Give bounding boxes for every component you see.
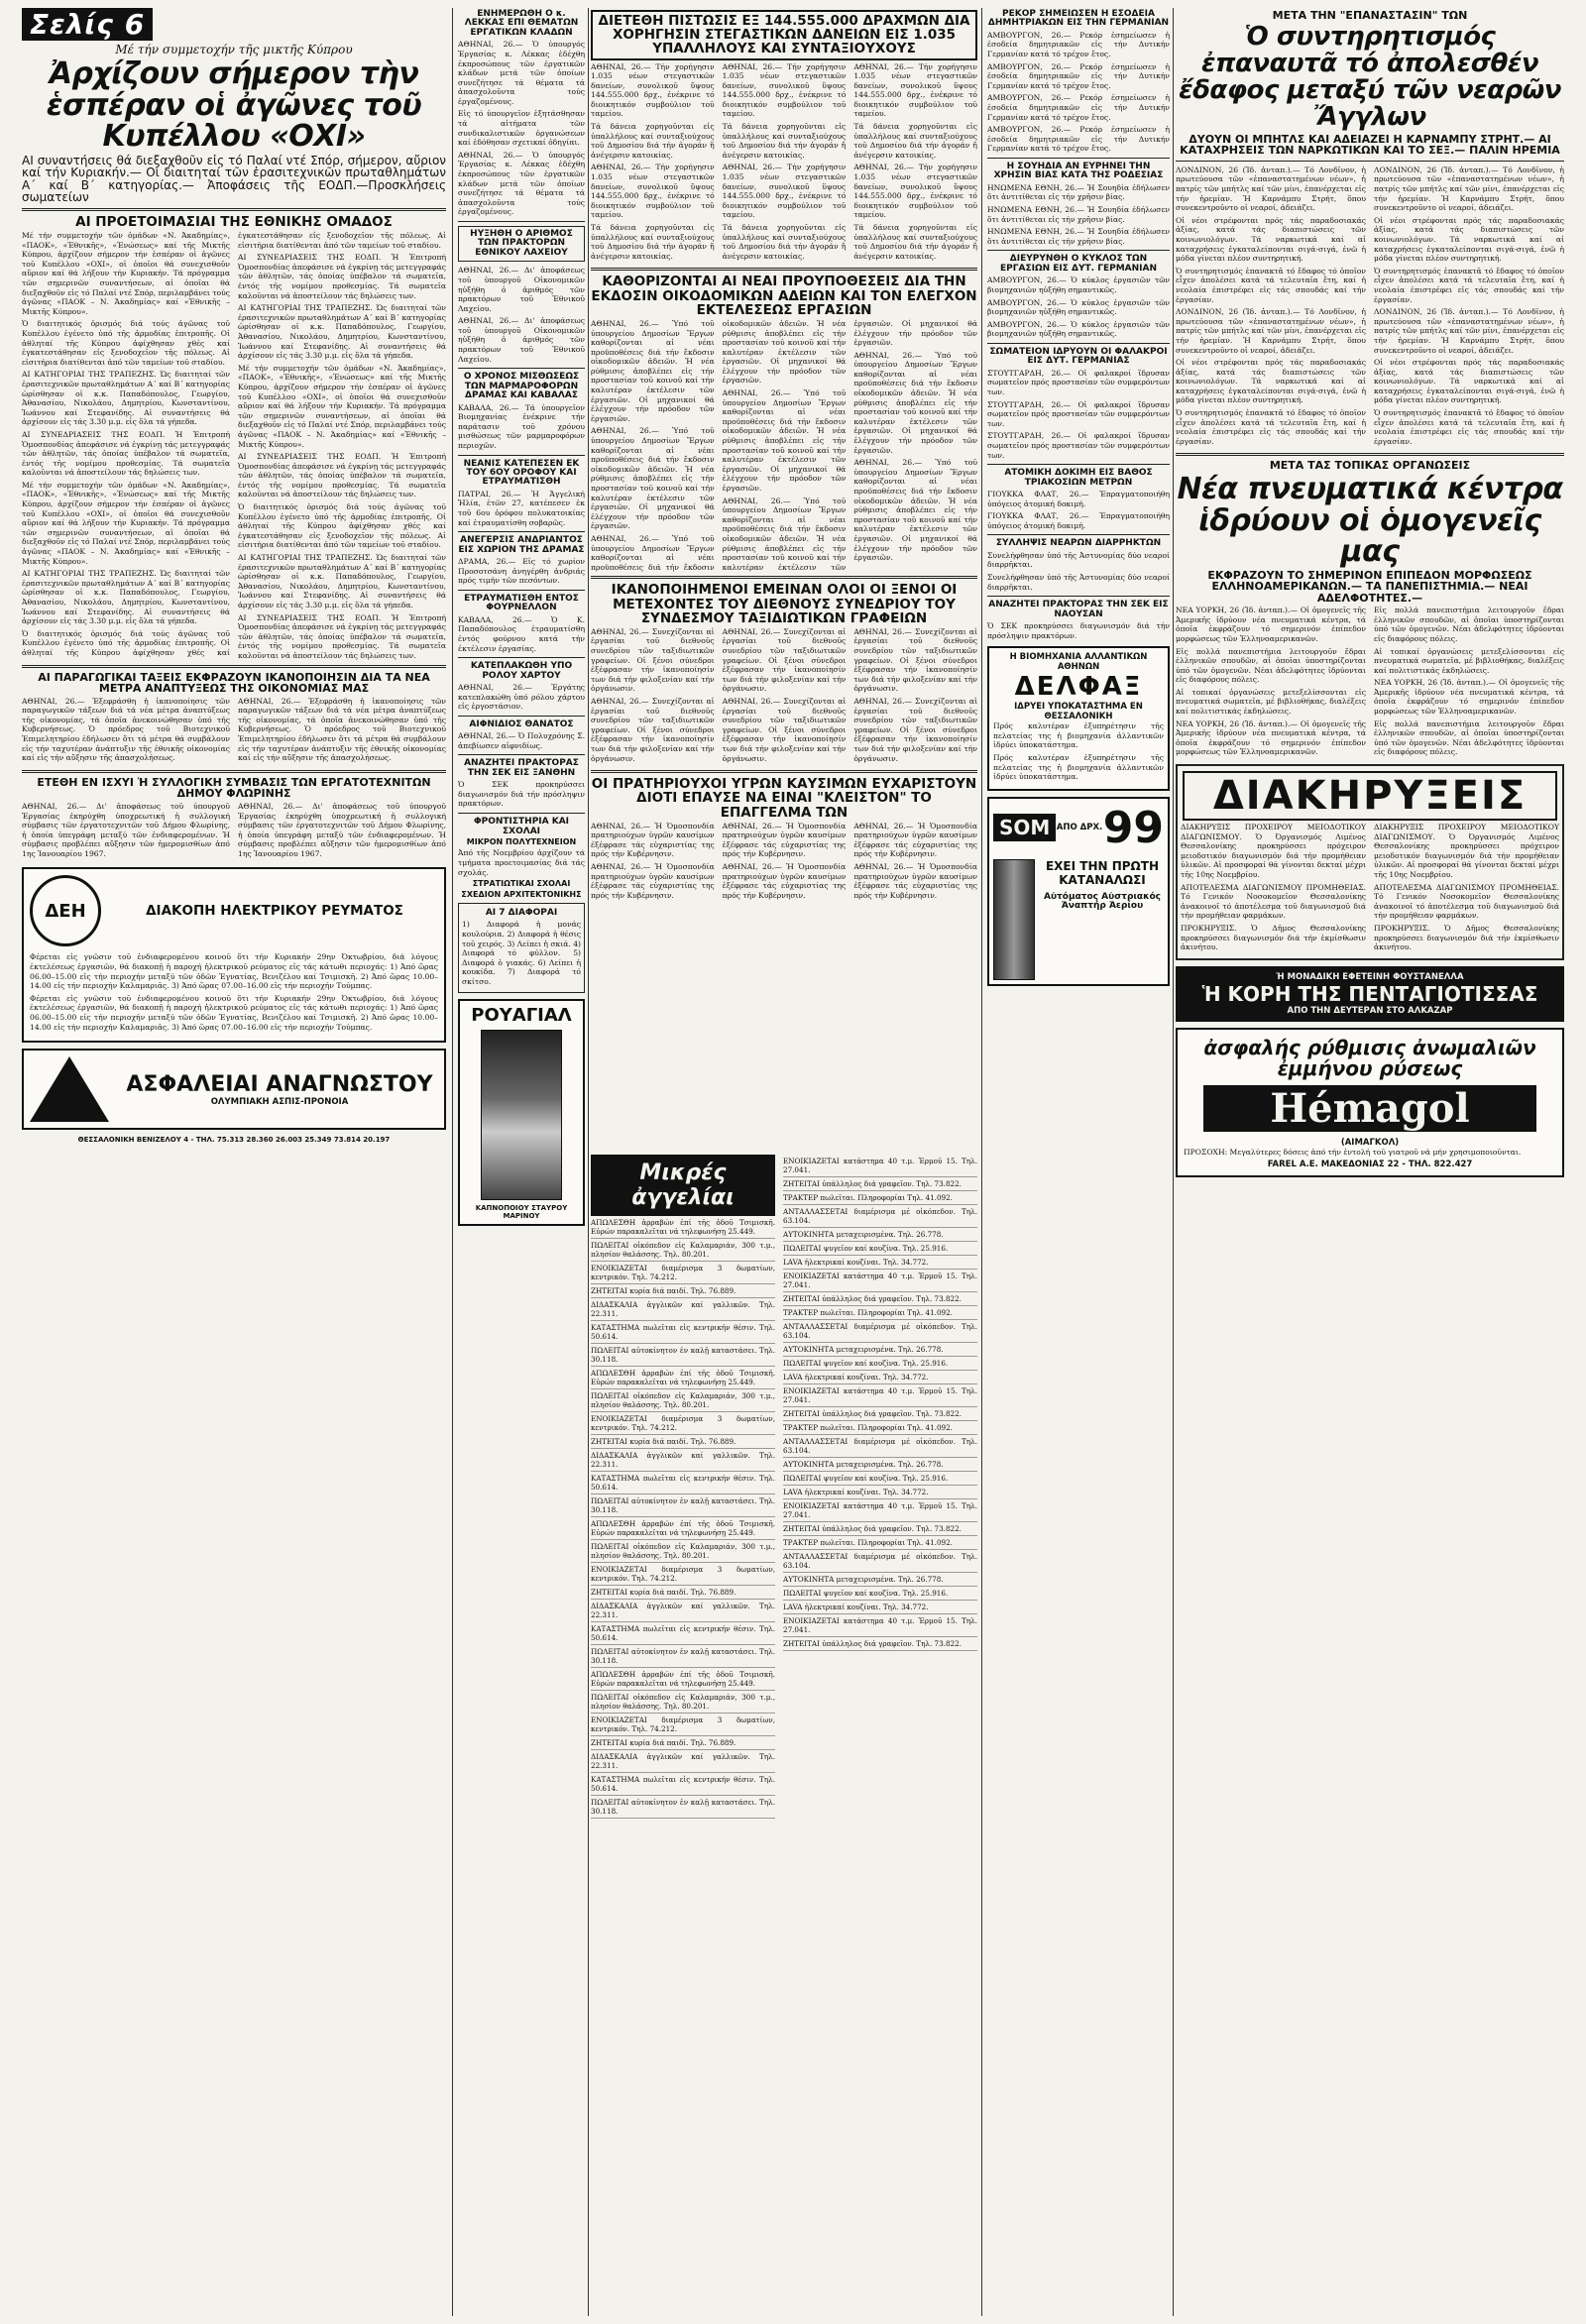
classified-item: ΑΥΤΟΚΙΝΗΤΑ μεταχειρισμένα. Τηλ. 26.778. [783, 1343, 977, 1357]
hemagol-lead: ἀσφαλής ρύθμισις ἀνωμαλιῶν ἐμμήνου ρύσεως [1203, 1035, 1536, 1080]
notice-paragraph: ΔΙΑΚΗΡΥΞΙΣ ΠΡΟΧΕΙΡΟΥ ΜΕΙΟΔΟΤΙΚΟΥ ΔΙΑΓΩΝΙΣΜΟΥ. Ὁ Ὀργανισμός Λιμένος Θεσσαλονίκης προκηρύσσει πρόχειρον μειοδοτικόν διαγωνισμόν διά τήν προμήθειαν ὑλικῶν. Αἱ προσφοραί θά γίνονται δεκταί μέχρι τῆς 10ης Νοεμβρίου. [1374, 823, 1559, 880]
classified-item: ΖΗΤΕΙΤΑΙ ὑπάλληλος διά γραφεῖον. Τηλ. 73.822. [783, 1637, 977, 1651]
classified-item: ΤΡΑΚΤΕΡ πωλεῖται. Πληροφορίαι Τηλ. 41.092. [783, 1421, 977, 1435]
article-paragraph: ΑΘΗΝΑΙ, 26.— Ὁ Πολυχρόνης Σ. ἀπεβίωσεν αἰφνιδίως. [458, 731, 585, 750]
som-brand: SOM [993, 814, 1056, 841]
article-paragraph: ΑΘΗΝΑΙ, 26.— Ὑπό τοῦ ὑπουργείου Δημοσίων Ἔργων καθορίζονται αἱ νέαι προϋποθέσεις διά τήν ἔκδοσιν οἰκοδομικῶν ἀδειῶν. Ἡ νέα ρύθμισις ἀποβλέπει εἰς τήν προστασίαν τοῦ κοινοῦ καί τήν καλυτέραν ἐκτέλεσιν τῶν ἐργασιῶν. Οἱ μηχανικοί θά ἐλέγχουν τήν πρόοδον τῶν ἐργασιῶν. [591, 318, 847, 572]
classified-item: ΕΝΟΙΚΙΑΖΕΤΑΙ κατάστημα 40 τ.μ. Ἐρμοῦ 15. Τηλ. 27.041. [783, 1155, 977, 1177]
article-paragraph: Εἰς πολλά πανεπιστήμια λειτουργοῦν ἕδραι ἑλληνικῶν σπουδῶν, αἱ ὁποῖαι ὑποστηρίζονται ὑπό τῶν ὁμογενῶν. Νέαι ἀδελφότητες ἱδρύονται εἰς διαφόρους πόλεις. [1176, 646, 1366, 685]
article-paragraph: ΑΘΗΝΑΙ, 26.— Τήν χορήγησιν 1.035 νέων στεγαστικῶν δανείων, συνολικοῦ ὕψους 144.555.000 δρχ., ἐνέκρινε τό διοικητικόν συμβούλιον τοῦ ταμείου. [591, 61, 715, 119]
article-paragraph: ΑΘΗΝΑΙ, 26.— Ὁ ὑπουργός Ἐργασίας κ. Λέκκας ἐδέχθη ἐκπροσώπους τῶν ἐργατικῶν κλάδων μετά τῶν ὁποίων συνεζήτησε τά θέματα τά ἀπασχολοῦντα τούς ἐργαζομένους. [458, 150, 585, 217]
agents-headline: ΗΥΞΗΘΗ Ο ΑΡΙΘΜΟΣ ΤΩΝ ΠΡΑΚΤΟΡΩΝ ΕΘΝΙΚΟΥ ΛΑΧΕΙΟΥ [458, 226, 585, 262]
article-paragraph: ΝΕΑ ΥΟΡΚΗ, 26 (Ἰδ. ἀνταπ.).— Οἱ ὁμογενεῖς τῆς Ἀμερικῆς ἱδρύουν νέα πνευματικά κέντρα, τά ὁποῖα ἐκφράζουν τό σημερινόν ἐπίπεδον μορφώσεως τῶν Ἑλληνοαμερικανῶν. [1176, 606, 1366, 643]
article-paragraph: ΑΜΒΟΥΡΓΟΝ, 26.— Ὁ κύκλος ἐργασιῶν τῶν βιομηχανιῶν ηὐξήθη σημαντικῶς. [987, 319, 1170, 339]
article-paragraph: ΑΘΗΝΑΙ, 26.— Δι' ἀποφάσεως τοῦ ὑπουργοῦ Οἰκονομικῶν ηὐξήθη ὁ ἀριθμός τῶν πρακτόρων τοῦ Ἐθνικοῦ Λαχείου. [458, 266, 585, 313]
article-paragraph: ΑΙ ΣΥΝΕΔΡΙΑΣΕΙΣ ΤΗΣ ΕΟΔΠ. Ἡ Ἐπιτροπή Ὁμοσπονδίας ἀπεφάσισε νά ἐγκρίνῃ τάς μετεγγραφάς τῶν ἀθλητῶν, τάς ὁποίας ὑπέβαλον τά σωματεῖα, ἐντός τῆς νομίμου προθεσμίας. Τά σωματεῖα καλοῦνται νά ἀποστείλουν τάς δηλώσεις των. [238, 612, 446, 660]
article-paragraph: ΑΘΗΝΑΙ, 26.— Τήν χορήγησιν 1.035 νέων στεγαστικῶν δανείων, συνολικοῦ ὕψους 144.555.000 δρχ., ἐνέκρινε τό διοικητικόν συμβούλιον τοῦ ταμείου. [853, 61, 977, 119]
article-paragraph: Αἱ τοπικαί ὀργανώσεις μετεξελίσσονται εἰς πνευματικά σωματεῖα, μέ βιβλιοθήκας, διαλέξεις καί πολιτιστικάς ἐκδηλώσεις. [1374, 646, 1564, 675]
article-paragraph: ΛΟΝΔΙΝΟΝ, 26 (Ἰδ. ἀνταπ.).— Τό Λονδῖνον, ἡ πρωτεύουσα τῶν «ἐπαναστατημένων νέων», ἡ πατρίς τῶν μπήτλς καί τῶν μίνι, ἐπανέρχεται εἰς τήν ἠρεμίαν. Ἡ Καρνάμπυ Στρήτ, ὅπου συνεκεντροῦντο οἱ νεαροί, ἀδειάζει. [1176, 307, 1366, 355]
article-paragraph: ΠΑΤΡΑΙ, 26.— Ἡ Ἀγγελική Ἠλία, ἐτῶν 27, κατέπεσεν ἐκ τοῦ 6ου ὀρόφου πολυκατοικίας καί ἐτραυματίσθη σοβαρῶς. [458, 489, 585, 527]
dei-logo: ΔΕΗ [30, 875, 101, 946]
article-paragraph: ΑΘΗΝΑΙ, 26.— Ὑπό τοῦ ὑπουργείου Δημοσίων Ἔργων καθορίζονται αἱ νέαι προϋποθέσεις διά τήν ἔκδοσιν οἰκοδομικῶν ἀδειῶν. Ἡ νέα ρύθμισις ἀποβλέπει εἰς τήν προστασίαν τοῦ κοινοῦ καί τήν καλυτέραν ἐκτέλεσιν τῶν ἐργασιῶν. Οἱ μηχανικοί θά ἐλέγχουν τήν πρόοδον τῶν ἐργασιῶν. [853, 350, 977, 455]
building-permits-headline: ΚΑΘΟΡΙΖΟΝΤΑΙ ΑΙ ΝΕΑΙ ΠΡΟΥΠΟΘΕΣΕΙΣ ΔΙΑ ΤΗΝ ΕΚΔΟΣΙΝ ΟΙΚΟΔΟΜΙΚΩΝ ΑΔΕΙΩΝ ΚΑΙ ΤΟΝ ΕΛΕΓΧΟΝ ΕΚΤΕΛΕΣΕΩΣ ΕΡΓΑΣΙΩΝ [591, 274, 977, 318]
classified-item: ΕΝΟΙΚΙΑΖΕΤΑΙ κατάστημα 40 τ.μ. Ἐρμοῦ 15. Τηλ. 27.041. [783, 1614, 977, 1637]
cup-headline: Ἀρχίζουν σήμερον τὴν ἑσπέραν οἱ ἀγῶνες τοῦ Κυπέλλου «ΟΧΙ» [46, 56, 422, 154]
article-paragraph: Οἱ νέοι στρέφονται πρός τάς παραδοσιακάς ἀξίας, κατά τάς διαπιστώσεις τῶν κοινωνιολόγων. Τά ναρκωτικά καί αἱ καταχρήσεις ἐγκαταλείπονται σιγά-σιγά, ἐνῶ ἡ μόδα γίνεται πλέον συντηρητική. [1374, 358, 1564, 405]
classified-item: ΠΩΛΕΙΤΑΙ αὐτοκίνητον ἐν καλῇ καταστάσει. Τηλ. 30.118. [591, 1645, 775, 1668]
article-paragraph: ΑΜΒΟΥΡΓΟΝ, 26.— Ρεκόρ ἐσημείωσεν ἡ ἐσοδεία δημητριακῶν εἰς τήν Δυτικήν Γερμανίαν κατά τό τρέχον ἔτος. [987, 30, 1170, 59]
article-paragraph: ΑΘΗΝΑΙ, 26.— Συνεχίζονται αἱ ἐργασίαι τοῦ διεθνοῦς συνεδρίου τῶν ταξιδιωτικῶν γραφείων. Οἱ ξένοι σύνεδροι ἐξέφρασαν τήν ἱκανοποίησίν των διά τήν φιλοξενίαν καί τήν ὀργάνωσιν. [591, 626, 715, 694]
article-paragraph: ΑΘΗΝΑΙ, 26.— Ἡ Ὁμοσπονδία πρατηριούχων ὑγρῶν καυσίμων ἐξέφρασε τάς εὐχαριστίας της πρός τήν Κυβέρνησιν. [591, 821, 715, 859]
article-paragraph: Οἱ νέοι στρέφονται πρός τάς παραδοσιακάς ἀξίας, κατά τάς διαπιστώσεις τῶν κοινωνιολόγων. Τά ναρκωτικά καί αἱ καταχρήσεις ἐγκαταλείπονται σιγά-σιγά, ἐνῶ ἡ μόδα γίνεται πλέον συντηρητική. [1176, 358, 1366, 405]
dei-title: ΔΙΑΚΟΠΗ ΗΛΕΚΤΡΙΚΟΥ ΡΕΥΜΑΤΟΣ [146, 903, 403, 920]
classified-item: ΠΩΛΕΙΤΑΙ ψυγεῖον καί κουζίνα. Τηλ. 25.916. [783, 1472, 977, 1486]
article-paragraph: ΑΘΗΝΑΙ, 26.— Ὑπό τοῦ ὑπουργείου Δημοσίων Ἔργων καθορίζονται αἱ νέαι προϋποθέσεις διά τήν ἔκδοσιν οἰκοδομικῶν ἀδειῶν. Ἡ νέα ρύθμισις ἀποβλέπει εἰς τήν προστασίαν τοῦ κοινοῦ καί τήν καλυτέραν ἐκτέλεσιν τῶν ἐργασιῶν. Οἱ μηχανικοί θά ἐλέγχουν τήν πρόοδον τῶν ἐργασιῶν. [853, 458, 977, 563]
article-paragraph: ΑΘΗΝΑΙ, 26.— Δι' ἀποφάσεως τοῦ ὑπουργοῦ Ἐργασίας ἐκηρύχθη ὑποχρεωτική ἡ συλλογική σύμβασις τῶν ἐργατοτεχνιτῶν τοῦ Δήμου Φλωρίνης, ἡ ὁποία ὑπεγράφη μεταξύ τῶν ἐνδιαφερομένων. Ἡ σύμβασις προβλέπει αὔξησιν τῶν ἡμερομισθίων ἀπό 1ης Ἰανουαρίου 1967. [238, 801, 446, 858]
classified-item: ΠΩΛΕΙΤΑΙ οἰκόπεδον εἰς Καλαμαριάν, 300 τ.μ., πλησίον θαλάσσης. Τηλ. 80.201. [591, 1389, 775, 1412]
classifieds-left [591, 1155, 775, 2316]
article-paragraph: Ὁ διαιτητικός ὁρισμός διά τούς ἀγῶνας τοῦ Κυπέλλου ἐγένετο ὑπό τῆς ἁρμοδίας ἐπιτροπῆς. Οἱ ἀθληταί τῆς Κύπρου ἀφίχθησαν χθές καί ἐγκατεστάθησαν εἰς ξενοδοχεῖον τῆς πόλεως. Αἱ εἰσιτήρια διατίθενται ἀπό τῶν ταμείων τοῦ σταδίου. [238, 502, 446, 550]
article-paragraph: Αἱ τοπικαί ὀργανώσεις μετεξελίσσονται εἰς πνευματικά σωματεῖα, μέ βιβλιοθήκας, διαλέξεις καί πολιτιστικάς ἐκδηλώσεις. [1176, 687, 1366, 717]
classified-item: ΠΩΛΕΙΤΑΙ ψυγεῖον καί κουζίνα. Τηλ. 25.916. [783, 1242, 977, 1256]
article-paragraph: Τά δάνεια χορηγοῦνται εἰς ὑπαλλήλους καί συνταξιούχους τοῦ Δημοσίου διά τήν ἀγοράν ἤ ἀνέγερσιν κατοικίας. [853, 223, 977, 261]
article-paragraph: ΑΘΗΝΑΙ, 26.— Ἡ Ὁμοσπονδία πρατηριούχων ὑγρῶν καυσίμων ἐξέφρασε τάς εὐχαριστίας της πρός τήν Κυβέρνησιν. [853, 862, 977, 900]
marble-headline: Ο ΧΡΟΝΟΣ ΜΙΣΘΩΣΕΩΣ ΤΩΝ ΜΑΡΜΑΡΟΦΟΡΩΝ ΔΡΑΜΑΣ ΚΑΙ ΚΑΒΑΛΑΣ [463, 372, 580, 401]
death-headline: ΑΙΦΝΙΔΙΟΣ ΘΑΝΑΤΟΣ [469, 719, 574, 729]
classified-item: ΑΠΩΛΕΣΘΗ ἀρραβών ἐπί τῆς ὁδοῦ Τσιμισκῆ. Εὑρών παρακαλεῖται νά τηλεφωνήσῃ 25.449. [591, 1367, 775, 1389]
classified-item: ΖΗΤΕΙΤΑΙ κυρία διά παιδί. Τηλ. 76.889. [591, 1435, 775, 1449]
article-paragraph: ΚΑΒΑΛΑ, 26.— Τά ὑπουργεῖον Βιομηχανίας ἐνέκρινε τήν παράτασιν τοῦ χρόνου μισθώσεως τῶν μαρμαροφόρων περιοχῶν. [458, 402, 585, 450]
classified-item: ΑΥΤΟΚΙΝΗΤΑ μεταχειρισμένα. Τηλ. 26.778. [783, 1573, 977, 1587]
theatre-top: Ἡ ΜΟΝΑΔΙΚΗ ΕΦΕΤΕΙΝΗ ΦΟΥΣΤΑΝΕΛΛΑ [1276, 971, 1464, 982]
revolution-headline: Ὁ συντηρητισμός ἐπαναυτᾶ τό ἀπολεσθέν ἔδαφος μεταξύ τῶν νεαρῶν Ἄγγλων [1179, 21, 1561, 133]
cigarette-pack-icon [481, 1030, 562, 1200]
article-paragraph: ΚΑΒΑΛΑ, 26.— Ὁ Κ. Παπαδόπουλος ἐτραυματίσθη ἐντός φούρνου κατά τήν ἐκτέλεσιν ἐργασίας. [458, 614, 585, 653]
article-paragraph: ΑΙ ΚΑΤΗΓΟΡΙΑΙ ΤΗΣ ΤΡΑΠΕΖΗΣ. Ὡς διαιτηταί τῶν ἐρασιτεχνικῶν πρωταθλημάτων Α΄ καί Β΄ κατηγορίας ὡρίσθησαν οἱ κ.κ. Παπαδόπουλος, Γεωργίου, Ἀθανασίου, Νικολάου, Δημητρίου, Κωνσταντίνου, Ἰωάννου καί Στεφανίδης. Αἱ συναντήσεις θά ἀρχίσουν εἰς τάς 3.30 μ.μ. εἰς ὅλα τά γήπεδα. [22, 370, 230, 427]
cup-kicker: Μέ τήν συμμετοχήν τῆς μικτῆς Κύπρου [115, 43, 353, 56]
article-paragraph: ΑΘΗΝΑΙ, 26.— Ἡ Ὁμοσπονδία πρατηριούχων ὑγρῶν καυσίμων ἐξέφρασε τάς εὐχαριστίας της πρός τήν Κυβέρνησιν. [591, 862, 715, 900]
article-paragraph: ΑΘΗΝΑΙ, 26.— Ὑπό τοῦ ὑπουργείου Δημοσίων Ἔργων καθορίζονται αἱ νέαι προϋποθέσεις διά τήν ἔκδοσιν οἰκοδομικῶν ἀδειῶν. Ἡ νέα ρύθμισις ἀποβλέπει εἰς τήν προστασίαν τοῦ κοινοῦ καί τήν καλυτέραν ἐκτέλεσιν τῶν ἐργασιῶν. Οἱ μηχανικοί θά ἐλέγχουν τήν πρόοδον τῶν ἐργασιῶν. [591, 318, 715, 423]
dei-power-cut-notice [22, 867, 446, 1043]
classified-item: LAVA ἠλεκτρικαί κουζίναι. Τηλ. 34.772. [783, 1371, 977, 1384]
classified-item: ΖΗΤΕΙΤΑΙ ὑπάλληλος διά γραφεῖον. Τηλ. 73.822. [783, 1177, 977, 1191]
classified-item: ΑΥΤΟΚΙΝΗΤΑ μεταχειρισμένα. Τηλ. 26.778. [783, 1458, 977, 1472]
classified-item: ΠΩΛΕΙΤΑΙ οἰκόπεδον εἰς Καλαμαριάν, 300 τ.μ., πλησίον θαλάσσης. Τηλ. 80.201. [591, 1691, 775, 1714]
classified-item: ΑΠΩΛΕΣΘΗ ἀρραβών ἐπί τῆς ὁδοῦ Τσιμισκῆ. Εὑρών παρακαλεῖται νά τηλεφωνήσῃ 25.449. [591, 1668, 775, 1691]
classified-item: LAVA ἠλεκτρικαί κουζίναι. Τηλ. 34.772. [783, 1256, 977, 1270]
classified-item: ΔΙΔΑΣΚΑΛΙΑ ἀγγλικῶν καί γαλλικῶν. Τηλ. 22.311. [591, 1600, 775, 1622]
article-paragraph: ΑΘΗΝΑΙ, 26.— Συνεχίζονται αἱ ἐργασίαι τοῦ διεθνοῦς συνεδρίου τῶν ταξιδιωτικῶν γραφείων. Οἱ ξένοι σύνεδροι ἐξέφρασαν τήν ἱκανοποίησίν των διά τήν φιλοξενίαν καί τήν ὀργάνωσιν. [722, 697, 847, 763]
classified-item: ΕΝΟΙΚΙΑΖΕΤΑΙ κατάστημα 40 τ.μ. Ἐρμοῦ 15. Τηλ. 27.041. [783, 1499, 977, 1522]
royal-brand: ΡΟΥΑΓΙΑΛ [471, 1005, 572, 1027]
triangle-logo-icon [30, 1056, 109, 1122]
cup-subhead: ΑΙ συναντήσεις θά διεξαχθοῦν εἰς τό Παλαί ντέ Σπόρ, σήμερον, αὔριον καί τήν Κυριακήν.— Οἱ διαιτηταί τῶν ἐρασιτεχνικῶν πρωταθλημάτων Α΄ καί Β΄ κατηγορίας.— Ἀποφάσεις τῆς ΕΟΔΠ.—Προσκλήσεις σωματείων [22, 153, 446, 205]
column-3-top [591, 8, 977, 1153]
article-paragraph: ΑΘΗΝΑΙ, 26.— Τήν χορήγησιν 1.035 νέων στεγαστικῶν δανείων, συνολικοῦ ὕψους 144.555.000 δρχ., ἐνέκρινε τό διοικητικόν συμβούλιον τοῦ ταμείου. [722, 61, 847, 119]
hemagol-ad [1176, 1028, 1564, 1178]
classified-item: ΚΑΤΑΣΤΗΜΑ πωλεῖται εἰς κεντρικήν θέσιν. Τηλ. 50.614. [591, 1472, 775, 1494]
insurance-subtitle: ΟΛΥΜΠΙΑΚΗ ΑΣΠΙΣ-ΠΡΟΝΟΙΑ [210, 1096, 349, 1107]
article-paragraph: ΝΕΑ ΥΟΡΚΗ, 26 (Ἰδ. ἀνταπ.).— Οἱ ὁμογενεῖς τῆς Ἀμερικῆς ἱδρύουν νέα πνευματικά κέντρα, τά ὁποῖα ἐκφράζουν τό σημερινόν ἐπίπεδον μορφώσεως τῶν Ἑλληνοαμερικανῶν. [1374, 678, 1564, 717]
diaspora-kicker: ΜΕΤΑ ΤΑΣ ΤΟΠΙΚΑΣ ΟΡΓΑΝΩΣΕΙΣ [1269, 459, 1471, 473]
article-paragraph: ΗΝΩΜΕΝΑ ΕΘΝΗ, 26.— Ἡ Σουηδία ἐδήλωσεν ὅτι ἀντιτίθεται εἰς τήν χρῆσιν βίας. [987, 182, 1170, 202]
article-paragraph: Ὁ συντηρητισμός ἐπανακτᾶ τό ἔδαφος τό ὁποῖον εἶχεν ἀπολέσει κατά τά τελευταῖα ἔτη, καί ἡ νεολαία ἐπιστρέφει εἰς τάς σπουδάς καί τήν ἐργασίαν. [1374, 408, 1564, 446]
article-paragraph: ΛΟΝΔΙΝΟΝ, 26 (Ἰδ. ἀνταπ.).— Τό Λονδῖνον, ἡ πρωτεύουσα τῶν «ἐπαναστατημένων νέων», ἡ πατρίς τῶν μπήτλς καί τῶν μίνι, ἐπανέρχεται εἰς τήν ἠρεμίαν. Ἡ Καρνάμπυ Στρήτ, ὅπου συνεκεντροῦντο οἱ νεαροί, ἀδειάζει. [1374, 307, 1564, 355]
classified-item: LAVA ἠλεκτρικαί κουζίναι. Τηλ. 34.772. [783, 1601, 977, 1614]
classified-item: ΠΩΛΕΙΤΑΙ αὐτοκίνητον ἐν καλῇ καταστάσει. Τηλ. 30.118. [591, 1494, 775, 1517]
hemagol-subtitle: (ΑΙΜΑΓΚΟΛ) [1340, 1137, 1400, 1148]
article-paragraph: Μέ τήν συμμετοχήν τῶν ὁμάδων «Ν. Ἀκαδημίας», «ΠΑΟΚ», «Ἐθνικῆς», «Ἐνώσεως» καί τῆς Μικτῆς Κύπρου, ἀρχίζουν σήμερον τήν ἑσπέραν οἱ ἀγῶνες τοῦ Κυπέλλου «ΟΧΙ», οἱ ὁποῖοι θά συνεχισθοῦν αὔριον καί θά λήξουν τήν Κυριακήν. Τά πρόγραμμα τῶν σημερινῶν συναντήσεων, αἱ ὁποῖαι θά διεξαχθοῦν εἰς τό Παλαί ντέ Σπόρ, περιλαμβάνει τούς ἀγῶνας «ΠΑΟΚ – Ν. Ἀκαδημίας» καί «Ἐθνικῆς – Μικτῆς Κύπρου». [22, 231, 230, 316]
article-paragraph: Συνελήφθησαν ὑπό τῆς Ἀστυνομίας δύο νεαροί διαρρῆκται. [987, 550, 1170, 570]
diaspora-headline: Νέα πνευματικά κέντρα ἱδρύουν οἱ ὁμογενεῖς μας [1177, 472, 1563, 569]
delfax-brand: ΔΕΛΦΑΞ [1014, 672, 1143, 703]
article-paragraph: Ἀπό τῆς Νοεμβρίου ἀρχίζουν τά τμήματα προετοιμασίας διά τάς σχολάς. [458, 848, 585, 877]
insurance-ad [22, 1049, 446, 1130]
som-price-prefix: ΑΠΟ ΔΡΧ. [1056, 823, 1103, 833]
article-paragraph: ΗΝΩΜΕΝΑ ΕΘΝΗ, 26.— Ἡ Σουηδία ἐδήλωσεν ὅτι ἀντιτίθεται εἰς τήν χρῆσιν βίας. [987, 205, 1170, 224]
article-paragraph: ΑΘΗΝΑΙ, 26.— Ἡ Ὁμοσπονδία πρατηριούχων ὑγρῶν καυσίμων ἐξέφρασε τάς εὐχαριστίας της πρός τήν Κυβέρνησιν. [722, 862, 847, 900]
insurance-address: ΘΕΣΣΑΛΟΝΙΚΗ ΒΕΝΙΖΕΛΟΥ 4 - ΤΗΛ. 75.313 28.360 26.003 25.349 73.814 20.197 [77, 1136, 391, 1145]
article-paragraph: ΑΙ ΚΑΤΗΓΟΡΙΑΙ ΤΗΣ ΤΡΑΠΕΖΗΣ. Ὡς διαιτηταί τῶν ἐρασιτεχνικῶν πρωταθλημάτων Α΄ καί Β΄ κατηγορίας ὡρίσθησαν οἱ κ.κ. Παπαδόπουλος, Γεωργίου, Ἀθανασίου, Νικολάου, Δημητρίου, Κωνσταντίνου, Ἰωάννου καί Στεφανίδης. Αἱ συναντήσεις θά ἀρχίσουν εἰς τάς 3.30 μ.μ. εἰς ὅλα τά γήπεδα. [238, 303, 446, 361]
classified-item: ΤΡΑΚΤΕΡ πωλεῖται. Πληροφορίαι Τηλ. 41.092. [783, 1306, 977, 1320]
classified-item: ΑΝΤΑΛΛΑΣΣΕΤΑΙ διαμέρισμα μέ οἰκόπεδον. Τηλ. 63.104. [783, 1320, 977, 1343]
tourism-congress-headline: ΙΚΑΝΟΠΟΙΗΜΕΝΟΙ ΕΜΕΙΝΑΝ ΟΛΟΙ ΟΙ ΞΕΝΟΙ ΟΙ ΜΕΤΕΧΟΝΤΕΣ ΤΟΥ ΔΙΕΘΝΟΥΣ ΣΥΝΕΔΡΙΟΥ ΤΟΥ ΣΥΝΔΕΣΜΟΥ ΤΑΞΙΔΙΩΤΙΚΩΝ ΓΡΑΦΕΙΩΝ [611, 582, 958, 626]
article-paragraph: ΑΜΒΟΥΡΓΟΝ, 26.— Ρεκόρ ἐσημείωσεν ἡ ἐσοδεία δημητριακῶν εἰς τήν Δυτικήν Γερμανίαν κατά τό τρέχον ἔτος. [987, 93, 1170, 122]
theatre-bottom: ΑΠΟ ΤΗΝ ΔΕΥΤΕΡΑΝ ΣΤΟ ΑΛΚΑΖΑΡ [1287, 1005, 1453, 1016]
article-paragraph: Μέ τήν συμμετοχήν τῶν ὁμάδων «Ν. Ἀκαδημίας», «ΠΑΟΚ», «Ἐθνικῆς», «Ἐνώσεως» καί τῆς Μικτῆς Κύπρου, ἀρχίζουν σήμερον τήν ἑσπέραν οἱ ἀγῶνες τοῦ Κυπέλλου «ΟΧΙ», οἱ ὁποῖοι θά συνεχισθοῦν αὔριον καί θά λήξουν τήν Κυριακήν. Τά πρόγραμμα τῶν σημερινῶν συναντήσεων, αἱ ὁποῖαι θά διεξαχθοῦν εἰς τό Παλαί ντέ Σπόρ, περιλαμβάνει τούς ἀγῶνας «ΠΑΟΚ – Ν. Ἀκαδημίας» καί «Ἐθνικῆς – Μικτῆς Κύπρου». [238, 363, 446, 449]
article-paragraph: ΑΘΗΝΑΙ, 26.— Ὑπό τοῦ ὑπουργείου Δημοσίων Ἔργων καθορίζονται αἱ νέαι προϋποθέσεις διά τήν ἔκδοσιν οἰκοδομικῶν ἀδειῶν. Ἡ νέα ρύθμισις ἀποβλέπει εἰς τήν προστασίαν τοῦ κοινοῦ καί τήν καλυτέραν ἐκτέλεσιν τῶν ἐργασιῶν. Οἱ μηχανικοί θά ἐλέγχουν τήν πρόοδον τῶν ἐργασιῶν. [591, 426, 715, 531]
bonds-headline: ΔΙΕΤΕΘΗ ΠΙΣΤΩΣΙΣ ΕΞ 144.555.000 ΔΡΑΧΜΩΝ ΔΙΑ ΧΟΡΗΓΗΣΙΝ ΣΤΕΓΑΣΤΙΚΩΝ ΔΑΝΕΙΩΝ ΕΙΣ 1.035 ΥΠΑΛΛΗΛΟΥΣ ΚΑΙ ΣΥΝΤΑΞΙΟΥΧΟΥΣ [591, 10, 977, 60]
seven-differences-headline: ΑΙ 7 ΔΙΑΦΟΡΑΙ [485, 907, 558, 918]
article-paragraph: ΔΡΑΜΑ, 26.— Εἰς τό χωρίον Προσοτσάνη ἀνηγέρθη ἀνδριάς πρός τιμήν τῶν πεσόντων. [458, 557, 585, 586]
classified-item: ΕΝΟΙΚΙΑΖΕΤΑΙ διαμέρισμα 3 δωματίων, κεντρικόν. Τηλ. 74.212. [591, 1412, 775, 1435]
column-1 [22, 8, 446, 2316]
classified-item: ΠΩΛΕΙΤΑΙ ψυγεῖον καί κουζίνα. Τηλ. 25.916. [783, 1357, 977, 1371]
classified-item: ΖΗΤΕΙΤΑΙ κυρία διά παιδί. Τηλ. 76.889. [591, 1284, 775, 1298]
article-paragraph: ΓΙΟΥΚΚΑ ΦΛΑΤ, 26.— Ἐπραγματοποιήθη ὑπόγειος ἀτομική δοκιμή. [987, 489, 1170, 508]
delfax-tagline: ΙΔΡΥΕΙ ΥΠΟΚΑΤΑΣΤΗΜΑ ΕΝ ΘΕΣΣΑΛΟΝΙΚΗ [1014, 702, 1143, 722]
notices-banner: ΔΙΑΚΗΡΥΞΕΙΣ [1183, 771, 1557, 821]
notice-paragraph: ΑΠΟΤΕΛΕΣΜΑ ΔΙΑΓΩΝΙΣΜΟΥ ΠΡΟΜΗΘΕΙΑΣ. Τό Γενικόν Νοσοκομεῖον Θεσσαλονίκης ἀνακοινοῖ τό ἀποτέλεσμα τοῦ διαγωνισμοῦ διά τήν προμήθειαν φαρμάκων. [1181, 882, 1366, 921]
classified-item: ΖΗΤΕΙΤΑΙ κυρία διά παιδί. Τηλ. 76.889. [591, 1736, 775, 1750]
article-paragraph: Τά δάνεια χορηγοῦνται εἰς ὑπαλλήλους καί συνταξιούχους τοῦ Δημοσίου διά τήν ἀγοράν ἤ ἀνέγερσιν κατοικίας. [591, 223, 715, 261]
article-paragraph: ΑΙ ΣΥΝΕΔΡΙΑΣΕΙΣ ΤΗΣ ΕΟΔΠ. Ἡ Ἐπιτροπή Ὁμοσπονδίας ἀπεφάσισε νά ἐγκρίνῃ τάς μετεγγραφάς τῶν ἀθλητῶν, τάς ὁποίας ὑπέβαλον τά σωματεῖα, ἐντός τῆς νομίμου προθεσμίας. Τά σωματεῖα καλοῦνται νά ἀποστείλουν τάς δηλώσεις των. [22, 429, 230, 478]
classified-item: ΑΝΤΑΛΛΑΣΣΕΤΑΙ διαμέρισμα μέ οἰκόπεδον. Τηλ. 63.104. [783, 1205, 977, 1228]
article-paragraph: ΑΘΗΝΑΙ, 26.— Δι' ἀποφάσεως τοῦ ὑπουργοῦ Ἐργασίας ἐκηρύχθη ὑποχρεωτική ἡ συλλογική σύμβασις τῶν ἐργατοτεχνιτῶν τοῦ Δήμου Φλωρίνης, ἡ ὁποία ὑπεγράφη μεταξύ τῶν ἐνδιαφερομένων. Ἡ σύμβασις προβλέπει αὔξησιν τῶν ἡμερομισθίων ἀπό 1ης Ἰανουαρίου 1967. [22, 801, 230, 858]
hemagol-footer: FAREL A.E. ΜΑΚΕΔΟΝΙΑΣ 22 - ΤΗΛ. 822.427 [1267, 1160, 1473, 1170]
classified-item: ΚΑΤΑΣΤΗΜΑ πωλεῖται εἰς κεντρικήν θέσιν. Τηλ. 50.614. [591, 1773, 775, 1796]
hemagol-warning: ΠΡΟΣΟΧΗ: Μεγαλύτερες δόσεις ἀπό τήν ἐντολή τοῦ γιατροῦ νά μήν χρησιμοποιοῦνται. [1184, 1147, 1522, 1157]
classified-item: ΔΙΔΑΣΚΑΛΙΑ ἀγγλικῶν καί γαλλικῶν. Τηλ. 22.311. [591, 1750, 775, 1773]
article-paragraph: ΛΟΝΔΙΝΟΝ, 26 (Ἰδ. ἀνταπ.).— Τό Λονδῖνον, ἡ πρωτεύουσα τῶν «ἐπαναστατημένων νέων», ἡ πατρίς τῶν μπήτλς καί τῶν μίνι, ἐπανέρχεται εἰς τήν ἠρεμίαν. Ἡ Καρνάμπυ Στρήτ, ὅπου συνεκεντροῦντο οἱ νεαροί, ἀδειάζει. [1176, 165, 1366, 213]
article-paragraph: ΛΟΝΔΙΝΟΝ, 26 (Ἰδ. ἀνταπ.).— Τό Λονδῖνον, ἡ πρωτεύουσα τῶν «ἐπαναστατημένων νέων», ἡ πατρίς τῶν μπήτλς καί τῶν μίνι, ἐπανέρχεται εἰς τήν ἠρεμίαν. Ἡ Καρνάμπυ Στρήτ, ὅπου συνεκεντροῦντο οἱ νεαροί, ἀδειάζει. [1374, 165, 1564, 213]
classified-item: ΚΑΤΑΣΤΗΜΑ πωλεῖται εἰς κεντρικήν θέσιν. Τηλ. 50.614. [591, 1321, 775, 1344]
sek-naousa-headline: ΑΝΑΖΗΤΕΙ ΠΡΑΚΤΟΡΑΣ ΤΗΝ ΣΕΚ ΕΙΣ ΝΑΟΥΣΑΝ [988, 600, 1169, 619]
classified-item: ΖΗΤΕΙΤΑΙ ὑπάλληλος διά γραφεῖον. Τηλ. 73.822. [783, 1292, 977, 1306]
article-paragraph: Συνελήφθησαν ὑπό τῆς Ἀστυνομίας δύο νεαροί διαρρῆκται. [987, 572, 1170, 592]
article-paragraph: ΑΘΗΝΑΙ, 26.— Ἐξεφράσθη ἡ ἱκανοποίησις τῶν παραγωγικῶν τάξεων διά τά νέα μέτρα ἀναπτύξεως τῆς οἰκονομίας, τά ὁποῖα ἀνεκοινώθησαν ὑπό τῆς Κυβερνήσεως. Ὁ πρόεδρος τοῦ Βιοτεχνικοῦ Ἐπιμελητηρίου ἐδήλωσεν ὅτι τά μέτρα θά συμβάλουν εἰς τήν ταχυτέραν ἀνάπτυξιν τῆς ἐθνικῆς οἰκονομίας καί εἰς τήν αὔξησιν τῆς ἀπασχολήσεως. [238, 696, 446, 763]
delfax-body: Πρός καλυτέραν ἐξυπηρέτησιν τῆς πελατείας της ἡ βιομηχανία ἀλλαντικῶν ἱδρύει ὑποκατάστημα. [993, 721, 1164, 750]
article-paragraph: ΑΙ ΚΑΤΗΓΟΡΙΑΙ ΤΗΣ ΤΡΑΠΕΖΗΣ. Ὡς διαιτηταί τῶν ἐρασιτεχνικῶν πρωταθλημάτων Α΄ καί Β΄ κατηγορίας ὡρίσθησαν οἱ κ.κ. Παπαδόπουλος, Γεωργίου, Ἀθανασίου, Νικολάου, Δημητρίου, Κωνσταντίνου, Ἰωάννου καί Στεφανίδης. Αἱ συναντήσεις θά ἀρχίσουν εἰς τάς 3.30 μ.μ. εἰς ὅλα τά γήπεδα. [22, 569, 230, 626]
article-paragraph: ΑΘΗΝΑΙ, 26.— Ὑπό τοῦ ὑπουργείου Δημοσίων Ἔργων καθορίζονται αἱ νέαι προϋποθέσεις διά τήν ἔκδοσιν οἰκοδομικῶν ἀδειῶν. Ἡ νέα ρύθμισις ἀποβλέπει εἰς τήν προστασίαν τοῦ κοινοῦ καί τήν καλυτέραν ἐκτέλεσιν τῶν ἐργασιῶν. Οἱ μηχανικοί θά ἐλέγχουν τήν πρόοδον τῶν ἐργασιῶν. [722, 388, 847, 493]
lekkas-headline: ΕΝΗΜΕΡΩΘΗ Ο κ. ΛΕΚΚΑΣ ΕΠΙ ΘΕΜΑΤΩΝ ΕΡΓΑΤΙΚΩΝ ΚΛΑΔΩΝ [464, 9, 579, 38]
section-label: Σελίς 6 [22, 8, 153, 41]
article-paragraph: Εἰς πολλά πανεπιστήμια λειτουργοῦν ἕδραι ἑλληνικῶν σπουδῶν, αἱ ὁποῖαι ὑποστηρίζονται ὑπό τῶν ὁμογενῶν. Νέαι ἀδελφότητες ἱδρύονται εἰς διαφόρους πόλεις. [1374, 719, 1564, 757]
article-paragraph: ΑΘΗΝΑΙ, 26.— Ἐξεφράσθη ἡ ἱκανοποίησις τῶν παραγωγικῶν τάξεων διά τά νέα μέτρα ἀναπτύξεως τῆς οἰκονομίας, τά ὁποῖα ἀνεκοινώθησαν ὑπό τῆς Κυβερνήσεως. Ὁ πρόεδρος τοῦ Βιοτεχνικοῦ Ἐπιμελητηρίου ἐδήλωσεν ὅτι τά μέτρα θά συμβάλουν εἰς τήν ταχυτέραν ἀνάπτυξιν τῆς ἐθνικῆς οἰκονομίας καί εἰς τήν αὔξησιν τῆς ἀπασχολήσεως. [22, 696, 230, 763]
paper-roll-headline: ΚΑΤΕΠΛΑΚΩΘΗ ΥΠΟ ΡΟΛΟΥ ΧΑΡΤΟΥ [470, 661, 573, 681]
classified-item: ΑΝΤΑΛΛΑΣΣΕΤΑΙ διαμέρισμα μέ οἰκόπεδον. Τηλ. 63.104. [783, 1550, 977, 1573]
notice-paragraph: ΠΡΟΚΗΡΥΞΙΣ. Ὁ Δῆμος Θεσσαλονίκης προκηρύσσει διαγωνισμόν διά τήν ἐκμίσθωσιν ἀκινήτου. [1374, 923, 1559, 952]
revolution-subhead: ΔΥΟΥΝ ΟΙ ΜΠΗΤΛΣ ΚΑΙ ΑΔΕΙΑΖΕΙ Η ΚΑΡΝΑΜΠΥ ΣΤΡΗΤ.— ΑΙ ΚΑΤΑΧΡΗΣΕΙΣ ΤΩΝ ΝΑΡΚΩΤΙΚΩΝ ΚΑΙ ΤΟ ΣΕΞ.— ΠΑΛΙΝ ΗΡΕΜΙΑ [1180, 132, 1560, 158]
article-paragraph: ΑΘΗΝΑΙ, 26.— Ὁ ὑπουργός Ἐργασίας κ. Λέκκας ἐδέχθη ἐκπροσώπους τῶν ἐργατικῶν κλάδων μετά τῶν ὁποίων συνεζήτησε τά θέματα τά ἀπασχολοῦντα τούς ἐργαζομένους. [458, 40, 585, 106]
article-paragraph: ΑΙ ΣΥΝΕΔΡΙΑΣΕΙΣ ΤΗΣ ΕΟΔΠ. Ἡ Ἐπιτροπή Ὁμοσπονδίας ἀπεφάσισε νά ἐγκρίνῃ τάς μετεγγραφάς τῶν ἀθλητῶν, τάς ὁποίας ὑπέβαλον τά σωματεῖα, ἐντός τῆς νομίμου προθεσμίας. Τά σωματεῖα καλοῦνται νά ἀποστείλουν τάς δηλώσεις των. [238, 253, 446, 300]
grain-record-headline: ΡΕΚΟΡ ΣΗΜΕΙΩΣΕΝ Η ΕΣΟΔΕΙΑ ΔΗΜΗΤΡΙΑΚΩΝ ΕΙΣ ΤΗΝ ΓΕΡΜΑΝΙΑΝ [987, 9, 1170, 29]
classified-item: ΕΝΟΙΚΙΑΖΕΤΑΙ κατάστημα 40 τ.μ. Ἐρμοῦ 15. Τηλ. 27.041. [783, 1384, 977, 1407]
insurance-title: ΑΣΦΑΛΕΙΑΙ ΑΝΑΓΝΩΣΤΟΥ [126, 1071, 433, 1097]
classified-item: ΕΝΟΙΚΙΑΖΕΤΑΙ κατάστημα 40 τ.μ. Ἐρμοῦ 15. Τηλ. 27.041. [783, 1270, 977, 1292]
florina-headline: ΕΤΕΘΗ ΕΝ ΙΣΧΥΙ Ἡ ΣΥΛΛΟΓΙΚΗ ΣΥΜΒΑΣΙΣ ΤΩΝ ΕΡΓΑΤΟΤΕΧΝΙΤΩΝ ΔΗΜΟΥ ΦΛΩΡΙΝΗΣ [37, 775, 431, 801]
classifieds-banner: Μικρές ἀγγελίαι [591, 1155, 775, 1216]
classified-item: LAVA ἠλεκτρικαί κουζίναι. Τηλ. 34.772. [783, 1486, 977, 1499]
notice-paragraph: ΑΠΟΤΕΛΕΣΜΑ ΔΙΑΓΩΝΙΣΜΟΥ ΠΡΟΜΗΘΕΙΑΣ. Τό Γενικόν Νοσοκομεῖον Θεσσαλονίκης ἀνακοινοῖ τό ἀποτέλεσμα τοῦ διαγωνισμοῦ διά τήν προμήθειαν φαρμάκων. [1374, 882, 1559, 921]
article-paragraph: Ὁ διαιτητικός ὁρισμός διά τούς ἀγῶνας τοῦ Κυπέλλου ἐγένετο ὑπό τῆς ἁρμοδίας ἐπιτροπῆς. Οἱ ἀθληταί τῆς Κύπρου ἀφίχθησαν χθές καί ἐγκατεστάθησαν εἰς ξενοδοχεῖον τῆς πόλεως. Αἱ εἰσιτήρια διατίθενται ἀπό τῶν ταμείων τοῦ σταδίου. [22, 231, 446, 657]
article-paragraph: ΑΘΗΝΑΙ, 26.— Συνεχίζονται αἱ ἐργασίαι τοῦ διεθνοῦς συνεδρίου τῶν ταξιδιωτικῶν γραφείων. Οἱ ξένοι σύνεδροι ἐξέφρασαν τήν ἱκανοποίησίν των διά τήν φιλοξενίαν καί τήν ὀργάνωσιν. [591, 697, 715, 763]
article-paragraph: ΑΘΗΝΑΙ, 26.— Δι' ἀποφάσεως τοῦ ὑπουργοῦ Οἰκονομικῶν ηὐξήθη ὁ ἀριθμός τῶν πρακτόρων τοῦ Ἐθνικοῦ Λαχείου. [458, 316, 585, 364]
classified-item: ΑΠΩΛΕΣΘΗ ἀρραβών ἐπί τῆς ὁδοῦ Τσιμισκῆ. Εὑρών παρακαλεῖται νά τηλεφωνήσῃ 25.449. [591, 1517, 775, 1540]
classified-item: ΑΝΤΑΛΛΑΣΣΕΤΑΙ διαμέρισμα μέ οἰκόπεδον. Τηλ. 63.104. [783, 1435, 977, 1458]
army-schools-headline: ΣΤΡΑΤΙΩΤΙΚΑΙ ΣΧΟΛΑΙ [472, 879, 571, 889]
revolution-kicker: ΜΕΤΑ ΤΗΝ "ΕΠΑΝΑΣΤΑΣΙΝ" ΤΩΝ [1272, 9, 1468, 22]
burglars-headline: ΣΥΛΛΗΨΙΣ ΝΕΑΡΩΝ ΔΙΑΡΡΗΚΤΩΝ [995, 538, 1162, 549]
article-paragraph: Ὁ συντηρητισμός ἐπανακτᾶ τό ἔδαφος τό ὁποῖον εἶχεν ἀπολέσει κατά τά τελευταῖα ἔτη, καί ἡ νεολαία ἐπιστρέφει εἰς τάς σπουδάς καί τήν ἐργασίαν. [1374, 266, 1564, 304]
classified-item: ΖΗΤΕΙΤΑΙ ὑπάλληλος διά γραφεῖον. Τηλ. 73.822. [783, 1407, 977, 1421]
article-paragraph: Ὁ ΣΕΚ προκηρύσσει διαγωνισμόν διά τήν πρόσληψιν πρακτόρων. [987, 621, 1170, 640]
classified-item: ΠΩΛΕΙΤΑΙ αὐτοκίνητον ἐν καλῇ καταστάσει. Τηλ. 30.118. [591, 1344, 775, 1367]
notice-paragraph: ΔΙΑΚΗΡΥΞΙΣ ΠΡΟΧΕΙΡΟΥ ΜΕΙΟΔΟΤΙΚΟΥ ΔΙΑΓΩΝΙΣΜΟΥ. Ὁ Ὀργανισμός Λιμένος Θεσσαλονίκης προκηρύσσει πρόχειρον μειοδοτικόν διαγωνισμόν διά τήν προμήθειαν ὑλικῶν. Αἱ προσφοραί θά γίνονται δεκταί μέχρι τῆς 10ης Νοεμβρίου. [1181, 823, 1366, 880]
bald-club-headline: ΣΩΜΑΤΕΙΟΝ ΙΔΡΥΟΥΝ ΟΙ ΦΑΛΑΚΡΟΙ ΕΙΣ ΔΥΤ. ΓΕΡΜΑΝΙΑΣ [989, 346, 1168, 367]
classified-item: ΕΝΟΙΚΙΑΖΕΤΑΙ διαμέρισμα 3 δωματίων, κεντρικόν. Τηλ. 74.212. [591, 1714, 775, 1736]
som-tagline: ΕΧΕΙ ΤΗΝ ΠΡΩΤΗ ΚΑΤΑΝΑΛΩΣΙ [1045, 858, 1159, 887]
article-paragraph: Ὁ συντηρητισμός ἐπανακτᾶ τό ἔδαφος τό ὁποῖον εἶχεν ἀπολέσει κατά τά τελευταῖα ἔτη, καί ἡ νεολαία ἐπιστρέφει εἰς τάς σπουδάς καί τήν ἐργασίαν. [1176, 266, 1366, 304]
article-paragraph: ΑΘΗΝΑΙ, 26.— Τήν χορήγησιν 1.035 νέων στεγαστικῶν δανείων, συνολικοῦ ὕψους 144.555.000 δρχ., ἐνέκρινε τό διοικητικόν συμβούλιον τοῦ ταμείου. [591, 163, 715, 220]
schools-headline: ΦΡΟΝΤΙΣΤΗΡΙΑ ΚΑΙ ΣΧΟΛΑΙ [473, 817, 570, 836]
youths-headline: ΝΕΑΝΙΣ ΚΑΤΕΠΕΣΕΝ ΕΚ ΤΟΥ 6ΟΥ ΟΡΟΦΟΥ ΚΑΙ ΕΤΡΑΥΜΑΤΙΣΘΗ [463, 458, 580, 488]
column-4 [987, 8, 1170, 2316]
theatre-ad [1176, 966, 1564, 1022]
article-paragraph: Μέ τήν συμμετοχήν τῶν ὁμάδων «Ν. Ἀκαδημίας», «ΠΑΟΚ», «Ἐθνικῆς», «Ἐνώσεως» καί τῆς Μικτῆς Κύπρου, ἀρχίζουν σήμερον τήν ἑσπέραν οἱ ἀγῶνες τοῦ Κυπέλλου «ΟΧΙ», οἱ ὁποῖοι θά συνεχισθοῦν αὔριον καί θά λήξουν τήν Κυριακήν. Τά πρόγραμμα τῶν σημερινῶν συναντήσεων, αἱ ὁποῖαι θά διεξαχθοῦν εἰς τό Παλαί ντέ Σπόρ, περιλαμβάνει τούς ἀγῶνας «ΠΑΟΚ – Ν. Ἀκαδημίας» καί «Ἐθνικῆς – Μικτῆς Κύπρου». [22, 480, 230, 566]
article-paragraph: ΑΘΗΝΑΙ, 26.— Συνεχίζονται αἱ ἐργασίαι τοῦ διεθνοῦς συνεδρίου τῶν ταξιδιωτικῶν γραφείων. Οἱ ξένοι σύνεδροι ἐξέφρασαν τήν ἱκανοποίησίν των διά τήν φιλοξενίαν καί τήν ὀργάνωσιν. [722, 626, 847, 694]
classified-item: ΖΗΤΕΙΤΑΙ κυρία διά παιδί. Τηλ. 76.889. [591, 1586, 775, 1600]
column-5 [1176, 8, 1564, 2316]
sek-xanthi-headline: ΑΝΑΖΗΤΕΙ ΠΡΑΚΤΟΡΑΣ ΤΗΝ ΣΕΚ ΕΙΣ ΞΑΝΘΗΝ [464, 758, 579, 778]
som-price: 99 [1102, 802, 1164, 853]
classified-item: ΖΗΤΕΙΤΑΙ ὑπάλληλος διά γραφεῖον. Τηλ. 73.822. [783, 1522, 977, 1536]
delfax-subtitle: Η ΒΙΟΜΗΧΑΝΙΑ ΑΛΛΑΝΤΙΚΩΝ ΑΘΗΝΩΝ [1009, 652, 1148, 673]
article-paragraph: Τά δάνεια χορηγοῦνται εἰς ὑπαλλήλους καί συνταξιούχους τοῦ Δημοσίου διά τήν ἀγοράν ἤ ἀνέγερσιν κατοικίας. [722, 223, 847, 261]
article-paragraph: ΓΙΟΥΚΚΑ ΦΛΑΤ, 26.— Ἐπραγματοποιήθη ὑπόγειος ἀτομική δοκιμή. [987, 511, 1170, 530]
bakery-headline: ΕΤΡΑΥΜΑΤΙΣΘΗ ΕΝΤΟΣ ΦΟΥΡΝΕΛΛΟΝ [464, 593, 579, 613]
article-paragraph: ΑΘΗΝΑΙ, 26.— Τήν χορήγησιν 1.035 νέων στεγαστικῶν δανείων, συνολικοῦ ὕψους 144.555.000 δρχ., ἐνέκρινε τό διοικητικόν συμβούλιον τοῦ ταμείου. [722, 163, 847, 220]
article-paragraph: ΑΙ ΚΑΤΗΓΟΡΙΑΙ ΤΗΣ ΤΡΑΠΕΖΗΣ. Ὡς διαιτηταί τῶν ἐρασιτεχνικῶν πρωταθλημάτων Α΄ καί Β΄ κατηγορίας ὡρίσθησαν οἱ κ.κ. Παπαδόπουλος, Γεωργίου, Ἀθανασίου, Νικολάου, Δημητρίου, Κωνσταντίνου, Ἰωάννου καί Στεφανίδης. Αἱ συναντήσεις θά ἀρχίσουν εἰς τάς 3.30 μ.μ. εἰς ὅλα τά γήπεδα. [238, 553, 446, 610]
classified-item: ΕΝΟΙΚΙΑΖΕΤΑΙ διαμέρισμα 3 δωματίων, κεντρικόν. Τηλ. 74.212. [591, 1563, 775, 1586]
classified-item: ΤΡΑΚΤΕΡ πωλεῖται. Πληροφορίαι Τηλ. 41.092. [783, 1191, 977, 1205]
royal-maker: ΚΑΠΝΟΠΟΙΟΥ ΣΤΑΥΡΟΥ ΜΑΡΙΝΟΥ [475, 1204, 568, 1221]
delfax-ad [987, 646, 1170, 791]
article-paragraph: ΑΘΗΝΑΙ, 26.— Ὑπό τοῦ ὑπουργείου Δημοσίων Ἔργων καθορίζονται αἱ νέαι προϋποθέσεις διά τήν ἔκδοσιν οἰκοδομικῶν ἀδειῶν. Ἡ νέα ρύθμισις ἀποβλέπει εἰς τήν προστασίαν τοῦ κοινοῦ καί τήν καλυτέραν ἐκτέλεσιν τῶν ἐργασιῶν. Οἱ μηχανικοί θά ἐλέγχουν τήν πρόοδον τῶν ἐργασιῶν. [722, 318, 977, 572]
classified-item: ΠΩΛΕΙΤΑΙ ψυγεῖον καί κουζίνα. Τηλ. 25.916. [783, 1587, 977, 1601]
business-circle-headline: ΔΙΕΥΡΥΝΘΗ Ο ΚΥΚΛΟΣ ΤΩΝ ΕΡΓΑΣΙΩΝ ΕΙΣ ΔΥΤ. ΓΕΡΜΑΝΙΑΝ [1000, 254, 1157, 274]
classified-item: ΑΠΩΛΕΣΘΗ ἀρραβών ἐπί τῆς ὁδοῦ Τσιμισκῆ. Εὑρών παρακαλεῖται νά τηλεφωνήσῃ 25.449. [591, 1216, 775, 1239]
article-paragraph: ΑΜΒΟΥΡΓΟΝ, 26.— Ρεκόρ ἐσημείωσεν ἡ ἐσοδεία δημητριακῶν εἰς τήν Δυτικήν Γερμανίαν κατά τό τρέχον ἔτος. [987, 125, 1170, 154]
classified-item: ΠΩΛΕΙΤΑΙ οἰκόπεδον εἰς Καλαμαριάν, 300 τ.μ., πλησίον θαλάσσης. Τηλ. 80.201. [591, 1239, 775, 1262]
som-subtitle: Αὐτόματος Αὐστριακός Ἀναπτήρ Ἀερίου [1043, 891, 1161, 912]
article-paragraph: ΑΘΗΝΑΙ, 26.— Τήν χορήγησιν 1.035 νέων στεγαστικῶν δανείων, συνολικοῦ ὕψους 144.555.000 δρχ., ἐνέκρινε τό διοικητικόν συμβούλιον τοῦ ταμείου. [853, 163, 977, 220]
productive-classes-headline: ΑΙ ΠΑΡΑΓΩΓΙΚΑΙ ΤΑΞΕΙΣ ΕΚΦΡΑΖΟΥΝ ΙΚΑΝΟΠΟΙΗΣΙΝ ΔΙΑ ΤΑ ΝΕΑ ΜΕΤΡΑ ΑΝΑΠΤΥΞΕΩΣ ΤΗΣ ΟΙΚΟΝΟΜΙΑΣ ΜΑΣ [38, 670, 430, 696]
article-paragraph: ΝΕΑ ΥΟΡΚΗ, 26 (Ἰδ. ἀνταπ.).— Οἱ ὁμογενεῖς τῆς Ἀμερικῆς ἱδρύουν νέα πνευματικά κέντρα, τά ὁποῖα ἐκφράζουν τό σημερινόν ἐπίπεδον μορφώσεως τῶν Ἑλληνοαμερικανῶν. [1176, 719, 1366, 757]
seven-differences-body: 1) Διαφορά ἡ μονάς κουλούρια. 2) Διαφορά ἡ θέσις τοῦ χειρός. 3) Λείπει ἡ σκιά. 4) Διαφορά τό φύλλον. 5) Διαφορά ὁ γιακάς. 6) Λείπει ἡ κουκίδα. 7) Διαφορά τό σκίτσο. [462, 920, 581, 986]
article-paragraph: ΑΘΗΝΑΙ, 26.— Συνεχίζονται αἱ ἐργασίαι τοῦ διεθνοῦς συνεδρίου τῶν ταξιδιωτικῶν γραφείων. Οἱ ξένοι σύνεδροι ἐξέφρασαν τήν ἱκανοποίησίν των διά τήν φιλοξενίαν καί τήν ὀργάνωσιν. [853, 697, 977, 763]
article-paragraph: Τά δάνεια χορηγοῦνται εἰς ὑπαλλήλους καί συνταξιούχους τοῦ Δημοσίου διά τήν ἀγοράν ἤ ἀνέγερσιν κατοικίας. [722, 122, 847, 160]
article-paragraph: ΣΤΟΥΤΓΑΡΔΗ, 26.— Οἱ φαλακροί ἵδρυσαν σωματεῖον πρός προστασίαν τῶν συμφερόντων των. [987, 368, 1170, 396]
article-paragraph: Ὁ διαιτητικός ὁρισμός διά τούς ἀγῶνας τοῦ Κυπέλλου ἐγένετο ὑπό τῆς ἁρμοδίας ἐπιτροπῆς. Οἱ ἀθληταί τῆς Κύπρου ἀφίχθησαν χθές καί ἐγκατεστάθησαν εἰς ξενοδοχεῖον τῆς πόλεως. Αἱ εἰσιτήρια διατίθενται ἀπό τῶν ταμείων τοῦ σταδίου. [22, 319, 230, 367]
rhodesia-headline: Η ΣΟΥΗΔΙΑ ΑΝ ΕΥΡΗΝΕΙ ΤΗΝ ΧΡΗΣΙΝ ΒΙΑΣ ΚΑΤΑ ΤΗΣ ΡΟΔΕΣΙΑΣ [993, 162, 1164, 181]
classified-item: ΠΩΛΕΙΤΑΙ αὐτοκίνητον ἐν καλῇ καταστάσει. Τηλ. 30.118. [591, 1796, 775, 1819]
classified-item: ΤΡΑΚΤΕΡ πωλεῖται. Πληροφορίαι Τηλ. 41.092. [783, 1536, 977, 1550]
article-paragraph: Ὁ συντηρητισμός ἐπανακτᾶ τό ἔδαφος τό ὁποῖον εἶχεν ἀπολέσει κατά τά τελευταῖα ἔτη, καί ἡ νεολαία ἐπιστρέφει εἰς τάς σπουδάς καί τήν ἐργασίαν. [1176, 408, 1366, 446]
dei-body: Φέρεται εἰς γνῶσιν τοῦ ἐνδιαφερομένου κοινοῦ ὅτι τήν Κυριακήν 29ην Ὀκτωβρίου, διά λόγους ἐκτελέσεως ἐργασιῶν, θά διακοπῇ ἡ παροχή ἠλεκτρικοῦ ρεύματος εἰς τάς κάτωθι περιοχάς: 1) Ἀπό ὥρας 06.00–15.00 εἰς τήν περιοχήν μεταξύ τῶν ὁδῶν Ἐγνατίας, Βενιζέλου καί Τσιμισκῆ. 2) Ἀπό ὥρας 10.00–14.00 εἰς τήν περιοχήν Καλαμαριᾶς. 3) Ἀπό ὥρας 07.00–16.00 εἰς τήν περιοχήν Τούμπας. [30, 952, 438, 991]
classified-item: ΚΑΤΑΣΤΗΜΑ πωλεῖται εἰς κεντρικήν θέσιν. Τηλ. 50.614. [591, 1622, 775, 1645]
national-team-headline: ΑΙ ΠΡΟΕΤΟΙΜΑΣΙΑΙ ΤΗΣ ΕΘΝΙΚΗΣ ΟΜΑΔΟΣ [75, 213, 393, 230]
article-paragraph: ΑΘΗΝΑΙ, 26.— Ἡ Ὁμοσπονδία πρατηριούχων ὑγρῶν καυσίμων ἐξέφρασε τάς εὐχαριστίας της πρός τήν Κυβέρνησιν. [722, 821, 847, 859]
delfax-body: Πρός καλυτέραν ἐξυπηρέτησιν τῆς πελατείας της ἡ βιομηχανία ἀλλαντικῶν ἱδρύει ὑποκατάστημα. [993, 753, 1164, 782]
article-paragraph: ΑΘΗΝΑΙ, 26.— Ἡ Ὁμοσπονδία πρατηριούχων ὑγρῶν καυσίμων ἐξέφρασε τάς εὐχαριστίας της πρός τήν Κυβέρνησιν. [853, 821, 977, 859]
diaspora-subhead: ΕΚΦΡΑΖΟΥΝ ΤΟ ΣΗΜΕΡΙΝΟΝ ΕΠΙΠΕΔΟΝ ΜΟΡΦΩΣΕΩΣ ΕΛΛΗΝΟΑΜΕΡΙΚΑΝΩΝ.— ΤΑ ΠΑΝΕΠΙΣΤΗΜΙΑ.— ΝΕΑΙ ΑΔΕΛΦΟΤΗΤΕΣ.— [1207, 568, 1532, 605]
article-paragraph: Εἰς πολλά πανεπιστήμια λειτουργοῦν ἕδραι ἑλληνικῶν σπουδῶν, αἱ ὁποῖαι ὑποστηρίζονται ὑπό τῶν ὁμογενῶν. Νέαι ἀδελφότητες ἱδρύονται εἰς διαφόρους πόλεις. [1374, 606, 1564, 643]
royal-cigarette-ad [458, 999, 585, 1226]
article-paragraph: ΗΝΩΜΕΝΑ ΕΘΝΗ, 26.— Ἡ Σουηδία ἐδήλωσεν ὅτι ἀντιτίθεται εἰς τήν χρῆσιν βίας. [987, 227, 1170, 246]
article-paragraph: ΣΤΟΥΤΓΑΡΔΗ, 26.— Οἱ φαλακροί ἵδρυσαν σωματεῖον πρός προστασίαν τῶν συμφερόντων των. [987, 399, 1170, 428]
classified-item: ΕΝΟΙΚΙΑΖΕΤΑΙ διαμέρισμα 3 δωματίων, κεντρικόν. Τηλ. 74.212. [591, 1262, 775, 1284]
article-paragraph: ΑΜΒΟΥΡΓΟΝ, 26.— Ὁ κύκλος ἐργασιῶν τῶν βιομηχανιῶν ηὐξήθη σημαντικῶς. [987, 276, 1170, 294]
article-paragraph: Τά δάνεια χορηγοῦνται εἰς ὑπαλλήλους καί συνταξιούχους τοῦ Δημοσίου διά τήν ἀγοράν ἤ ἀνέγερσιν κατοικίας. [591, 122, 715, 160]
article-paragraph: ΑΙ ΣΥΝΕΔΡΙΑΣΕΙΣ ΤΗΣ ΕΟΔΠ. Ἡ Ἐπιτροπή Ὁμοσπονδίας ἀπεφάσισε νά ἐγκρίνῃ τάς μετεγγραφάς τῶν ἀθλητῶν, τάς ὁποίας ὑπέβαλον τά σωματεῖα, ἐντός τῆς νομίμου προθεσμίας. Τά σωματεῖα καλοῦνται νά ἀποστείλουν τάς δηλώσεις των. [238, 452, 446, 499]
classified-item: ΔΙΔΑΣΚΑΛΙΑ ἀγγλικῶν καί γαλλικῶν. Τηλ. 22.311. [591, 1298, 775, 1321]
hemagol-brand: Hémagol [1203, 1085, 1536, 1132]
article-paragraph: Ὁ ΣΕΚ προκηρύσσει διαγωνισμόν διά τήν πρόσληψιν πρακτόρων. [458, 780, 585, 809]
schools-subhead: ΜΙΚΡΟΝ ΠΟΛΥΤΕΧΝΕΙΟΝ [466, 836, 577, 846]
article-paragraph: ΑΜΒΟΥΡΓΟΝ, 26.— Ρεκόρ ἐσημείωσεν ἡ ἐσοδεία δημητριακῶν εἰς τήν Δυτικήν Γερμανίαν κατά τό τρέχον ἔτος. [987, 61, 1170, 90]
notice-paragraph: ΠΡΟΚΗΡΥΞΙΣ. Ὁ Δῆμος Θεσσαλονίκης προκηρύσσει διαγωνισμόν διά τήν ἐκμίσθωσιν ἀκινήτου. [1181, 923, 1366, 952]
som-lighter-ad [987, 797, 1170, 986]
article-paragraph: Εἰς τό ὑπουργεῖον ἐξητάσθησαν τά αἰτήματα τῶν συνδικαλιστικῶν ὀργανώσεων καί ἐδόθησαν σχετικαί ὁδηγίαι. [458, 109, 585, 148]
article-paragraph: Τά δάνεια χορηγοῦνται εἰς ὑπαλλήλους καί συνταξιούχους τοῦ Δημοσίου διά τήν ἀγοράν ἤ ἀνέγερσιν κατοικίας. [853, 122, 977, 160]
fuel-stations-headline: ΟΙ ΠΡΑΤΗΡΙΟΥΧΟΙ ΥΓΡΩΝ ΚΑΥΣΙΜΩΝ ΕΥΧΑΡΙΣΤΟΥΝ ΔΙΟΤΙ ΕΠΑΥΣΕ ΝΑ ΕΙΝΑΙ "ΚΛΕΙΣΤΟΝ" ΤΟ ΕΠΑΓΓΕΛΜΑ ΤΩΝ [591, 776, 977, 821]
article-paragraph: ΑΘΗΝΑΙ, 26.— Συνεχίζονται αἱ ἐργασίαι τοῦ διεθνοῦς συνεδρίου τῶν ταξιδιωτικῶν γραφείων. Οἱ ξένοι σύνεδροι ἐξέφρασαν τήν ἱκανοποίησίν των διά τήν φιλοξενίαν καί τήν ὀργάνωσιν. [853, 626, 977, 694]
lighter-icon [993, 859, 1035, 980]
article-paragraph: ΑΜΒΟΥΡΓΟΝ, 26.— Ὁ κύκλος ἐργασιῶν τῶν βιομηχανιῶν ηὐξήθη σημαντικῶς. [987, 297, 1170, 317]
dei-body: Φέρεται εἰς γνῶσιν τοῦ ἐνδιαφερομένου κοινοῦ ὅτι τήν Κυριακήν 29ην Ὀκτωβρίου, διά λόγους ἐκτελέσεως ἐργασιῶν, θά διακοπῇ ἡ παροχή ἠλεκτρικοῦ ρεύματος εἰς τάς κάτωθι περιοχάς: 1) Ἀπό ὥρας 06.00–15.00 εἰς τήν περιοχήν μεταξύ τῶν ὁδῶν Ἐγνατίας, Βενιζέλου καί Τσιμισκῆ. 2) Ἀπό ὥρας 10.00–14.00 εἰς τήν περιοχήν Καλαμαριᾶς. 3) Ἀπό ὥρας 07.00–16.00 εἰς τήν περιοχήν Τούμπας. [30, 993, 438, 1032]
theatre-title: Ἡ ΚΟΡΗ ΤΗΣ ΠΕΝΤΑΓΙΟΤΙΣΣΑΣ [1201, 981, 1538, 1006]
article-paragraph: ΑΘΗΝΑΙ, 26.— Ἐργάτης κατεπλακώθη ὑπό ρόλου χάρτου εἰς ἐργοστάσιον. [458, 683, 585, 712]
atomic-test-headline: ΑΤΟΜΙΚΗ ΔΟΚΙΜΗ ΕΙΣ ΒΑΘΟΣ ΤΡΙΑΚΟΣΙΩΝ ΜΕΤΡΩΝ [1004, 468, 1153, 488]
architecture-headline: ΣΧΕΔΙΟΝ ΑΡΧΙΤΕΚΤΟΝΙΚΗΣ [461, 889, 582, 899]
classified-item: ΔΙΔΑΣΚΑΛΙΑ ἀγγλικῶν καί γαλλικῶν. Τηλ. 22.311. [591, 1449, 775, 1472]
classified-item: ΑΥΤΟΚΙΝΗΤΑ μεταχειρισμένα. Τηλ. 26.778. [783, 1228, 977, 1242]
article-paragraph: Οἱ νέοι στρέφονται πρός τάς παραδοσιακάς ἀξίας, κατά τάς διαπιστώσεις τῶν κοινωνιολόγων. Τά ναρκωτικά καί αἱ καταχρήσεις ἐγκαταλείπονται σιγά-σιγά, ἐνῶ ἡ μόδα γίνεται πλέον συντηρητική. [1374, 215, 1564, 264]
article-paragraph: ΣΤΟΥΤΓΑΡΔΗ, 26.— Οἱ φαλακροί ἵδρυσαν σωματεῖον πρός προστασίαν τῶν συμφερόντων των. [987, 431, 1170, 460]
article-paragraph: Οἱ νέοι στρέφονται πρός τάς παραδοσιακάς ἀξίας, κατά τάς διαπιστώσεις τῶν κοινωνιολόγων. Τά ναρκωτικά καί αἱ καταχρήσεις ἐγκαταλείπονται σιγά-σιγά, ἐνῶ ἡ μόδα γίνεται πλέον συντηρητική. [1176, 215, 1366, 264]
column-2 [458, 8, 585, 2316]
classified-item: ΠΩΛΕΙΤΑΙ οἰκόπεδον εἰς Καλαμαριάν, 300 τ.μ., πλησίον θαλάσσης. Τηλ. 80.201. [591, 1540, 775, 1563]
statue-headline: ΑΝΕΓΕΡΣΙΣ ΑΝΔΡΙΑΝΤΟΣ ΕΙΣ ΧΩΡΙΟΝ ΤΗΣ ΔΡΑΜΑΣ [458, 535, 585, 555]
classifieds-right [783, 1155, 977, 2316]
